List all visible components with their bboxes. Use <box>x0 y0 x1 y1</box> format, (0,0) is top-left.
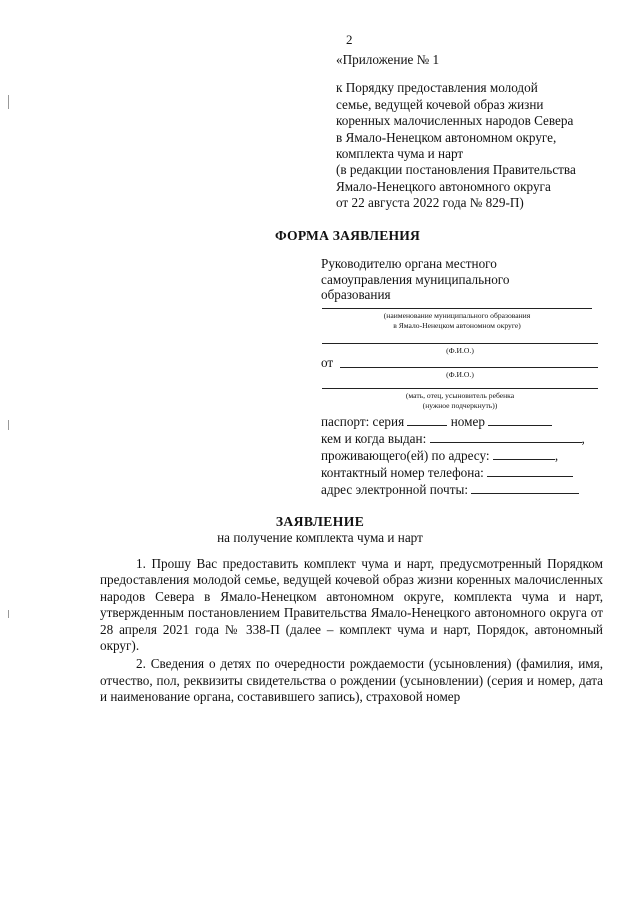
head-fio-line[interactable] <box>322 343 598 344</box>
issued-input[interactable] <box>430 431 582 443</box>
phone-field <box>321 465 573 481</box>
appendix-heading: «Приложение № 1 <box>336 52 440 67</box>
passport-series-label: паспорт: серия <box>321 414 405 429</box>
residence-comma: , <box>554 448 559 463</box>
form-title: ФОРМА ЗАЯВЛЕНИЯ <box>275 228 421 243</box>
applicant-fio-caption: (Ф.И.О.) <box>446 370 474 379</box>
email-label: адрес электронной почты: <box>321 482 468 497</box>
issued-field <box>321 431 585 447</box>
statement-subtitle: на получение комплекта чума и нарт <box>217 530 423 545</box>
applicant-role-caption: (мать, отец, усыновитель ребенка <box>405 391 515 400</box>
appendix-line: Ямало-Ненецкого автономного округа <box>336 178 551 194</box>
addressee-line: образования <box>321 287 391 303</box>
addressee-block <box>321 256 611 303</box>
appendix-line: от 22 августа 2022 года № 829-П) <box>336 195 524 211</box>
municipality-line[interactable] <box>322 308 592 309</box>
appendix-block <box>336 52 626 212</box>
issued-label: кем и когда выдан: <box>321 431 427 446</box>
statement-paragraph: 2. Сведения о детях по очередности рождаемости (усыновления) (фамилия, имя, отчество, пол, реквизиты свидетельства о рождении (усыновлении) (серия и номер, дата и наименование органа, составившего запись), страховой номер <box>100 656 603 705</box>
residence-input[interactable] <box>493 448 555 460</box>
appendix-line: семье, ведущей кочевой образ жизни <box>336 96 544 112</box>
statement-title: ЗАЯВЛЕНИЕ <box>275 514 365 529</box>
residence-field <box>321 448 558 464</box>
issued-comma: , <box>581 431 585 446</box>
email-input[interactable] <box>471 482 579 494</box>
scan-margin-mark <box>8 420 9 430</box>
phone-input[interactable] <box>487 465 573 477</box>
applicant-fio-line[interactable] <box>340 367 598 368</box>
scan-margin-mark <box>8 95 9 109</box>
municipality-caption: (наименование муниципального образования <box>383 311 531 320</box>
page-number: 2 <box>346 32 353 47</box>
phone-label: контактный номер телефона: <box>321 465 484 480</box>
statement-paragraph: 1. Прошу Вас предоставить комплект чума и нарт, предусмотренный Порядком предоставления молодой семье, ведущей кочевой образ жизни коренных малочисленных народов Севера в Ямало-Ненецком автономном округе, комплекта чума и нарт, утвержденным постановлением Правительства Ямало-Ненецкого автономного округа от 28 апреля 2021 года № 338-П (далее – комплект чума и нарт, Порядок, автономный округ). <box>100 556 603 654</box>
addressee-line: Руководителю органа местного <box>321 256 497 271</box>
passport-series-input[interactable] <box>407 414 447 426</box>
from-label: от <box>321 355 334 370</box>
residence-label: проживающего(ей) по адресу: <box>321 448 490 463</box>
scan-margin-mark <box>8 610 9 618</box>
appendix-line: комплекта чума и нарт <box>336 146 464 162</box>
email-field <box>321 482 579 498</box>
appendix-line: к Порядку предоставления молодой <box>336 80 538 96</box>
head-fio-caption: (Ф.И.О.) <box>446 346 474 355</box>
appendix-line: (в редакции постановления Правительства <box>336 162 576 178</box>
appendix-line: коренных малочисленных народов Севера <box>336 113 574 129</box>
statement-body <box>100 556 603 708</box>
municipality-caption: в Ямало-Ненецком автономном округе) <box>393 321 521 330</box>
applicant-role-caption: (нужное подчеркнуть)) <box>422 401 498 410</box>
applicant-role-line[interactable] <box>322 388 598 389</box>
appendix-line: в Ямало-Ненецком автономном округе, <box>336 129 557 145</box>
addressee-line: самоуправления муниципального <box>321 271 510 287</box>
passport-field <box>321 414 552 430</box>
passport-number-input[interactable] <box>488 414 552 426</box>
passport-number-label: номер <box>450 414 485 429</box>
